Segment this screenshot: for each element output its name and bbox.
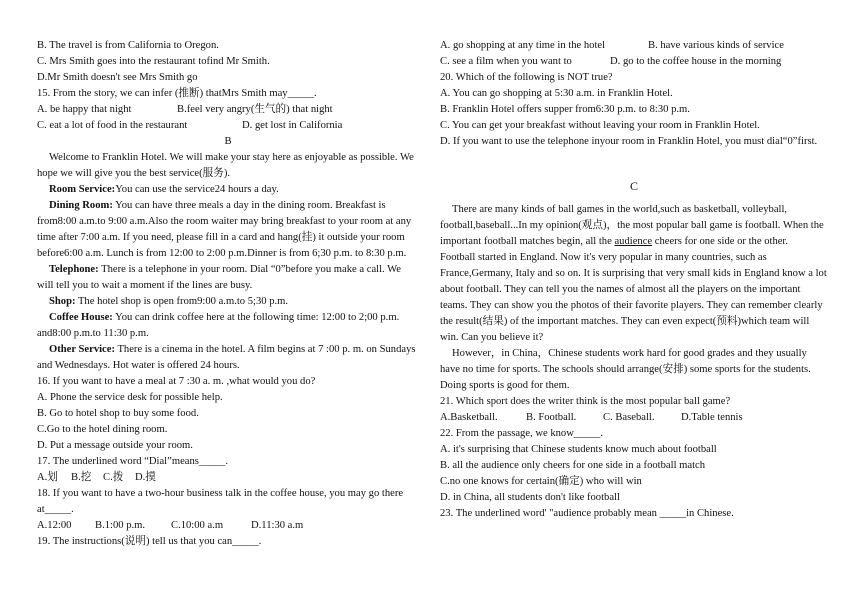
q17-option-d: D.摸 bbox=[135, 472, 156, 483]
question-15-options-row2 bbox=[37, 118, 419, 134]
q19-option-d: D. go to the coffee house in the morning bbox=[610, 56, 782, 67]
other-service-label: Other Service: bbox=[49, 344, 115, 355]
q22-option-b: B. all the audience only cheers for one side in a football match bbox=[440, 460, 706, 471]
section-b-heading: B bbox=[224, 136, 232, 147]
other-service-text: There is a cinema in the hotel. A film begins at 7 :00 p. m. on Sundays and Wednesdays. Hot water is offered 24 hours. bbox=[37, 344, 416, 371]
q20-option-d: D. If you want to use the telephone inyour room in Franklin Hotel, you must dial“0”first. bbox=[440, 136, 818, 147]
passage-c-paragraph-3: However，in China，Chinese students work hard for good grades and they usually have no time for sports. The schools should arrange(安排) some sports for the students. Doing sports is good for them. bbox=[440, 348, 811, 391]
q21-option-b: B. Football. bbox=[526, 412, 577, 423]
room-service-paragraph bbox=[37, 182, 419, 198]
q19-options-row2 bbox=[440, 54, 828, 70]
shop-paragraph bbox=[37, 294, 419, 310]
telephone-paragraph bbox=[37, 262, 419, 294]
question-20-stem: 20. Which of the following is NOT true? bbox=[440, 72, 613, 83]
q21-option-c: C. Baseball. bbox=[603, 412, 655, 423]
coffee-house-text: You can drink coffee here at the following time: 12:00 to 2;00 p.m. and8:00 p.m.to 11:30 p.m. bbox=[37, 312, 400, 339]
dining-room-label: Dining Room: bbox=[49, 200, 113, 211]
option-line: D.Mr Smith doesn't see Mrs Smith go bbox=[37, 72, 198, 83]
question-18-options bbox=[37, 518, 419, 534]
dining-room-paragraph bbox=[37, 198, 419, 262]
option-line: C. Mrs Smith goes into the restaurant tofind Mr Smith. bbox=[37, 56, 270, 67]
q16-option-d: D. Put a message outside your room. bbox=[37, 440, 193, 451]
coffee-house-paragraph bbox=[37, 310, 419, 342]
room-service-text: You can use the service24 hours a day. bbox=[115, 184, 279, 195]
q16-option-c: C.Go to the hotel dining room. bbox=[37, 424, 168, 435]
q22-option-d: D. in China, all students don't like football bbox=[440, 492, 620, 503]
q22-option-c: C.no one knows for certain(确定) who will win bbox=[440, 476, 642, 487]
coffee-house-label: Coffee House: bbox=[49, 312, 113, 323]
q15-option-a: A. be happy that night bbox=[37, 104, 132, 115]
q19-option-b: B. have various kinds of service bbox=[648, 40, 784, 51]
question-21-stem: 21. Which sport does the writer think is the most popular ball game? bbox=[440, 396, 731, 407]
shop-text: The hotel shop is open from9:00 a.m.to 5;30 p.m. bbox=[75, 296, 289, 307]
q20-option-c: C. You can get your breakfast without leaving your room in Franklin Hotel. bbox=[440, 120, 760, 131]
question-18-stem: 18. If you want to have a two-hour business talk in the coffee house, you may go there at_____. bbox=[37, 488, 404, 515]
passage-c-paragraph-1 bbox=[440, 202, 828, 250]
q17-option-c: C.拨 bbox=[103, 472, 124, 483]
q22-option-a: A. it's surprising that Chinese students know much about football bbox=[440, 444, 717, 455]
telephone-text: There is a telephone in your room. Dial “0”before you make a call. We will tell you to wait a moment if the lines are busy. bbox=[37, 264, 401, 291]
question-21-options bbox=[440, 410, 828, 426]
q17-option-a: A.划 bbox=[37, 472, 58, 483]
question-17-options bbox=[37, 470, 419, 486]
q15-option-c: C. eat a lot of food in the restaurant bbox=[37, 120, 188, 131]
option-line: B. The travel is from California to Oregon. bbox=[37, 40, 219, 51]
underlined-word-audience: audience bbox=[614, 236, 653, 247]
q18-option-a: A.12:00 bbox=[37, 520, 72, 531]
question-16-stem: 16. If you want to have a meal at 7 :30 a. m. ,what would you do? bbox=[37, 376, 316, 387]
q21-option-d: D.Table tennis bbox=[681, 412, 743, 423]
q16-option-a: A. Phone the service desk for possible help. bbox=[37, 392, 223, 403]
right-column bbox=[440, 38, 828, 522]
q15-option-b: B.feel very angry(生气的) that night bbox=[177, 104, 333, 115]
question-23-stem: 23. The underlined word' "audience probably mean _____in Chinese. bbox=[440, 508, 734, 519]
shop-label: Shop: bbox=[49, 296, 76, 307]
question-19-stem: 19. The instructions(说明) tell us that you can_____. bbox=[37, 536, 262, 547]
question-15-stem: 15. From the story, we can infer (推断) thatMrs Smith may_____. bbox=[37, 88, 317, 99]
dining-room-text: You can have three meals a day in the dining room. Breakfast is from8:00 a.m.to 9:00 a.m.Also the room waiter may bring breakfast to your room at any time after 7:00 a.m. If you need, please fill in a card and hang(挂) it outside your room before6:00 a.m. Lunch is from 12:00 to 2:00 p.m.Dinner is from 6;30 p.m. to 8:30 p.m. bbox=[37, 200, 412, 259]
hotel-intro: Welcome to Franklin Hotel. We will make your stay here as enjoyable as possible. We hope we will give you the best service(服务). bbox=[37, 152, 414, 179]
q20-option-b: B. Franklin Hotel offers supper from6:30 p.m. to 8:30 p.m. bbox=[440, 104, 690, 115]
q19-option-c: C. see a film when you want to bbox=[440, 56, 572, 67]
question-22-stem: 22. From the passage, we know_____. bbox=[440, 428, 604, 439]
q16-option-b: B. Go to hotel shop to buy some food. bbox=[37, 408, 199, 419]
q18-option-b: B.1:00 p.m. bbox=[95, 520, 146, 531]
section-c-heading: C bbox=[629, 179, 638, 193]
passage-c-paragraph-2: Football started in England. Now it's very popular in many countries, such as France,Germany, Italy and so on. It is surprising that very small kids in England know a lot about football. They can tell you the names of almost all the players on the important teams. They can show you the photos of their favorite players. They can remember clearly the result(结果) of the important matches. They can even expect(预料)which team will win. Can you believe it? bbox=[440, 252, 827, 343]
q15-option-d: D. get lost in California bbox=[242, 120, 343, 131]
telephone-label: Telephone: bbox=[49, 264, 99, 275]
q18-option-d: D.11:30 a.m bbox=[251, 520, 304, 531]
room-service-label: Room Service: bbox=[49, 184, 116, 195]
q17-option-b: B.挖 bbox=[71, 472, 92, 483]
q20-option-a: A. You can go shopping at 5:30 a.m. in Franklin Hotel. bbox=[440, 88, 673, 99]
passage-c-p1-post: cheers for one side or the other. bbox=[652, 236, 789, 247]
q21-option-a: A.Basketball. bbox=[440, 412, 498, 423]
left-column bbox=[37, 38, 419, 550]
q19-option-a: A. go shopping at any time in the hotel bbox=[440, 40, 606, 51]
q18-option-c: C.10:00 a.m bbox=[171, 520, 224, 531]
question-15-options-row1 bbox=[37, 102, 419, 118]
question-17-stem: 17. The underlined word “Dial”means_____. bbox=[37, 456, 229, 467]
passage-c-p1-pre: There are many kinds of ball games in the world,such as basketball, volleyball, football,baseball...In my opinion(观点)，the most popular ball game is football. When the important football matches begin, all the bbox=[440, 204, 824, 247]
other-service-paragraph bbox=[37, 342, 419, 374]
q19-options-row1 bbox=[440, 38, 828, 54]
